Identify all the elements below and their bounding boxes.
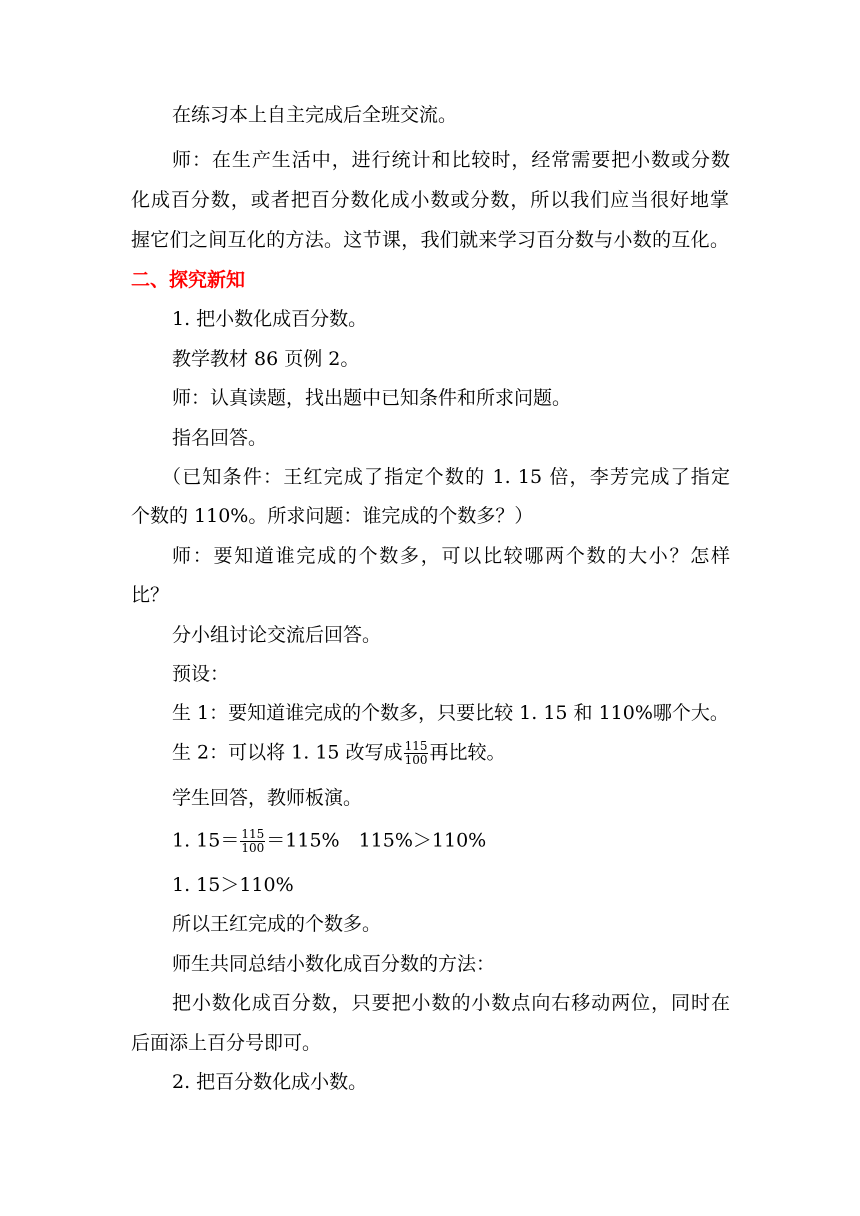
- section-heading: 二、探究新知: [131, 269, 246, 291]
- paragraph-line: 生 1：要知道谁完成的个数多，只要比较 1. 15 和 110%哪个大。: [172, 702, 729, 724]
- paragraph-line: 在练习本上自主完成后全班交流。: [172, 104, 458, 126]
- paragraph-line: 师生共同总结小数化成百分数的方法：: [172, 953, 496, 975]
- paragraph-line: 预设：: [172, 663, 230, 685]
- text-run: 1. 15＝: [172, 829, 240, 852]
- paragraph-line: 把小数化成百分数，只要把小数的小数点向右移动两位，同时在: [172, 992, 730, 1014]
- paragraph-line: 师：认真读题，找出题中已知条件和所求问题。: [172, 387, 572, 409]
- paragraph-line: （已知条件：王红完成了指定个数的 1. 15 倍，李芳完成了指定: [162, 466, 730, 488]
- paragraph-line: 后面添上百分号即可。: [131, 1032, 322, 1054]
- math-line: [172, 828, 486, 855]
- paragraph-line: [172, 740, 505, 767]
- paragraph-line: 教学教材 86 页例 2。: [172, 348, 360, 370]
- paragraph-line: 化成百分数，或者把百分数化成小数或分数，所以我们应当很好地掌: [131, 189, 729, 211]
- paragraph-line: 所以王红完成的个数多。: [172, 913, 382, 935]
- fraction-denominator: 100: [404, 753, 428, 767]
- paragraph-line: 师：要知道谁完成的个数多，可以比较哪两个数的大小？怎样: [172, 545, 730, 567]
- fraction-numerator: 115: [241, 827, 265, 841]
- paragraph-line: 师：在生产生活中，进行统计和比较时，经常需要把小数或分数: [172, 149, 730, 171]
- fraction-numerator: 115: [404, 739, 428, 753]
- paragraph-line: 握它们之间互化的方法。这节课，我们就来学习百分数与小数的互化。: [131, 229, 729, 251]
- fraction: [240, 828, 265, 855]
- fraction: [404, 740, 429, 767]
- paragraph-line: 个数的 110%。所求问题：谁完成的个数多？）: [131, 505, 534, 527]
- paragraph-line: 指名回答。: [172, 427, 268, 449]
- text-run: 生 2：可以将 1. 15 改写成: [172, 741, 403, 764]
- subsection-title: 2. 把百分数化成小数。: [172, 1071, 368, 1093]
- math-line: 1. 15＞110%: [172, 874, 294, 896]
- subsection-title: 1. 把小数化成百分数。: [172, 308, 368, 330]
- paragraph-line: 分小组讨论交流后回答。: [172, 624, 382, 646]
- paragraph-line: 学生回答，教师板演。: [172, 787, 363, 809]
- fraction-denominator: 100: [241, 841, 265, 855]
- text-run: 再比较。: [429, 741, 506, 764]
- paragraph-line: 比？: [131, 584, 170, 606]
- text-run: ＝115% 115%＞110%: [266, 829, 487, 852]
